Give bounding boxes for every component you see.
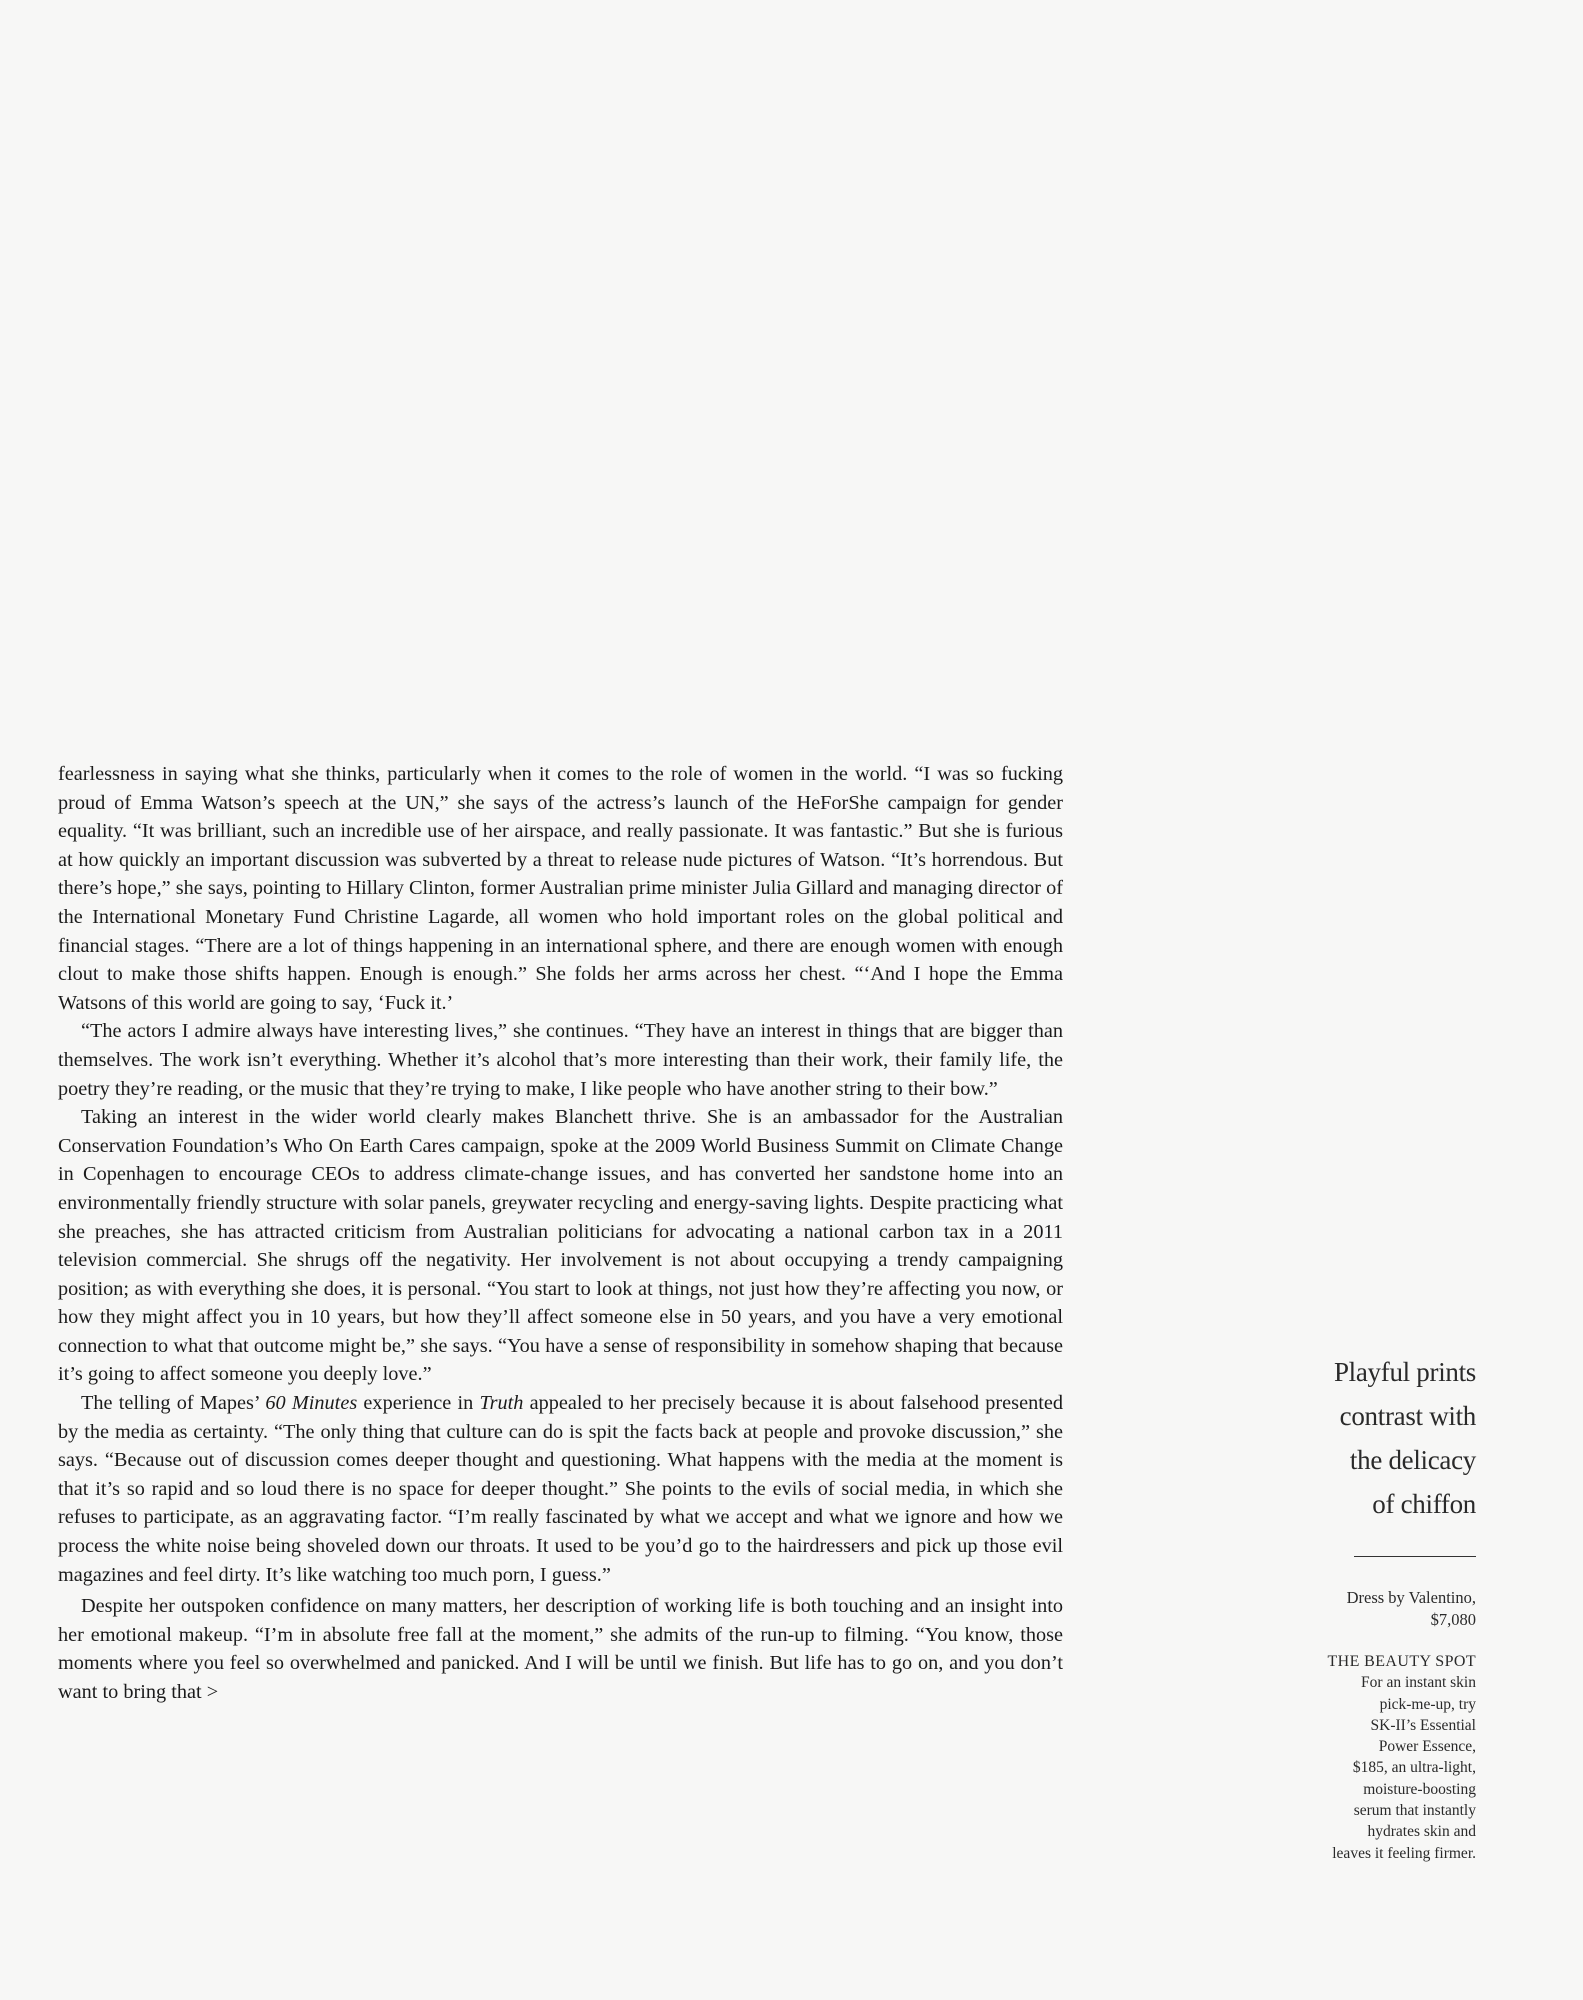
- italic-title: 60 Minutes: [265, 1392, 358, 1415]
- beauty-spot: [1262, 1651, 1476, 1864]
- paragraph-2: [58, 1017, 1063, 1103]
- text-run: Taking an interest in the wider world clearly makes Blanchett thrive. She is an ambassador for the Australian Conservation Foundation’s Who On Earth Cares campaign, spoke at the 2009 World Business Summit on Climate Change in Copenhagen to encourage CEOs to address climate-change issues, and has converted her sandstone home into an environmentally friendly structure with solar panels, greywater recycling and energy-saving lights. Despite practicing what she preaches, she has attracted criticism from Australian politicians for advocating a national carbon tax in a 2011 television commercial. She shrugs off the negativity. Her involvement is not about occupying a trendy campaigning position; as with everything she does, it is personal. “You start to look at things, not just how they’re affecting you now, or how they might affect you in 10 years, but how they’ll affect someone else in 50 years, and you have a very emotional connection to what that outcome might be,” she says. “You have a sense of responsibility in somehow shaping that because it’s going to affect someone you deeply love.”: [58, 1106, 1063, 1386]
- text-run: appealed to her precisely because it is about falsehood presented by the media as certainty. “The only thing that culture can do is spit the facts back at people and provoke discussion,” she says. “Because out of discussion comes deeper thought and questioning. What happens with the media at the moment is that it’s so rapid and so loud there is no space for deeper thought.” She points to the evils of social media, in which she refuses to participate, as an aggravating factor. “I’m really fascinated by what we accept and what we ignore and how we process the white noise being shoveled down our throats. It used to be you’d go to the hairdressers and pick up those evil magazines and feel dirty. It’s like watching too much porn, I guess.”: [58, 1392, 1063, 1586]
- beauty-spot-line: serum that instantly: [1353, 1802, 1476, 1820]
- sidebar: [1262, 1350, 1476, 1864]
- blank-photo-area: [0, 0, 1583, 740]
- beauty-spot-line: leaves it feeling firmer.: [1332, 1844, 1476, 1862]
- beauty-spot-line: $185, an ultra-light,: [1352, 1759, 1476, 1777]
- text-run: fearlessness in saying what she thinks, particularly when it comes to the role of women in the world. “I was so fucking proud of Emma Watson’s speech at the UN,” she says of the actress’s launch of the HeForShe campaign for gender equality. “It was brilliant, such an incredible use of her airspace, and really passionate. It was fantastic.” But she is furious at how quickly an important discussion was subverted by a threat to release nude pictures of Watson. “It’s horrendous. But there’s hope,” she says, pointing to Hillary Clinton, former Australian prime minister Julia Gillard and managing director of the International Monetary Fund Christine Lagarde, all women who hold important roles on the global political and financial stages. “There are a lot of things happening in an international sphere, and there are enough women with enough clout to make those shifts happen. Enough is enough.” She folds her arms across her chest. “‘And I hope the Emma Watsons of this world are going to say, ‘Fuck it.’: [58, 763, 1063, 1014]
- pull-quote-line: Playful prints: [1333, 1357, 1476, 1387]
- paragraph-1: [58, 760, 1063, 1017]
- credit-line: Dress by Valentino,: [1346, 1588, 1476, 1607]
- text-run: “The actors I admire always have interesting lives,” she continues. “They have an interest in things that are bigger than themselves. The work isn’t everything. Whether it’s alcohol that’s more interesting than their work, their family life, the poetry they’re reading, or the music that they’re trying to make, I like people who have another string to their bow.”: [58, 1020, 1063, 1100]
- article-body: [58, 760, 1063, 1707]
- beauty-spot-line: moisture-boosting: [1363, 1780, 1476, 1798]
- text-run: experience in: [357, 1392, 480, 1415]
- beauty-spot-line: hydrates skin and: [1367, 1823, 1476, 1841]
- beauty-spot-line: pick-me-up, try: [1379, 1695, 1476, 1713]
- paragraph-5: [58, 1592, 1063, 1706]
- beauty-spot-line: For an instant skin: [1361, 1674, 1476, 1692]
- pull-quote-line: of chiffon: [1372, 1489, 1476, 1519]
- fashion-credit: [1262, 1587, 1476, 1631]
- pull-quote-line: contrast with: [1339, 1401, 1476, 1431]
- text-run: The telling of Mapes’: [81, 1392, 266, 1415]
- pull-quote-line: the delicacy: [1349, 1445, 1476, 1475]
- divider-rule: [1354, 1556, 1476, 1557]
- paragraph-4: [58, 1389, 1063, 1589]
- italic-title: Truth: [479, 1392, 524, 1415]
- credit-line: $7,080: [1430, 1610, 1476, 1629]
- text-run: Despite her outspoken confidence on many matters, her description of working life is both touching and an insight into her emotional makeup. “I’m in absolute free fall at the moment,” she admits of the run-up to filming. “You know, those moments where you feel so overwhelmed and panicked. And I will be until we finish. But life has to go on, and you don’t want to bring that >: [58, 1595, 1063, 1703]
- pull-quote: [1262, 1350, 1476, 1526]
- paragraph-3: [58, 1103, 1063, 1389]
- beauty-spot-line: SK-II’s Essential: [1370, 1716, 1476, 1734]
- beauty-spot-heading: THE BEAUTY SPOT: [1327, 1653, 1476, 1670]
- beauty-spot-line: Power Essence,: [1378, 1738, 1476, 1756]
